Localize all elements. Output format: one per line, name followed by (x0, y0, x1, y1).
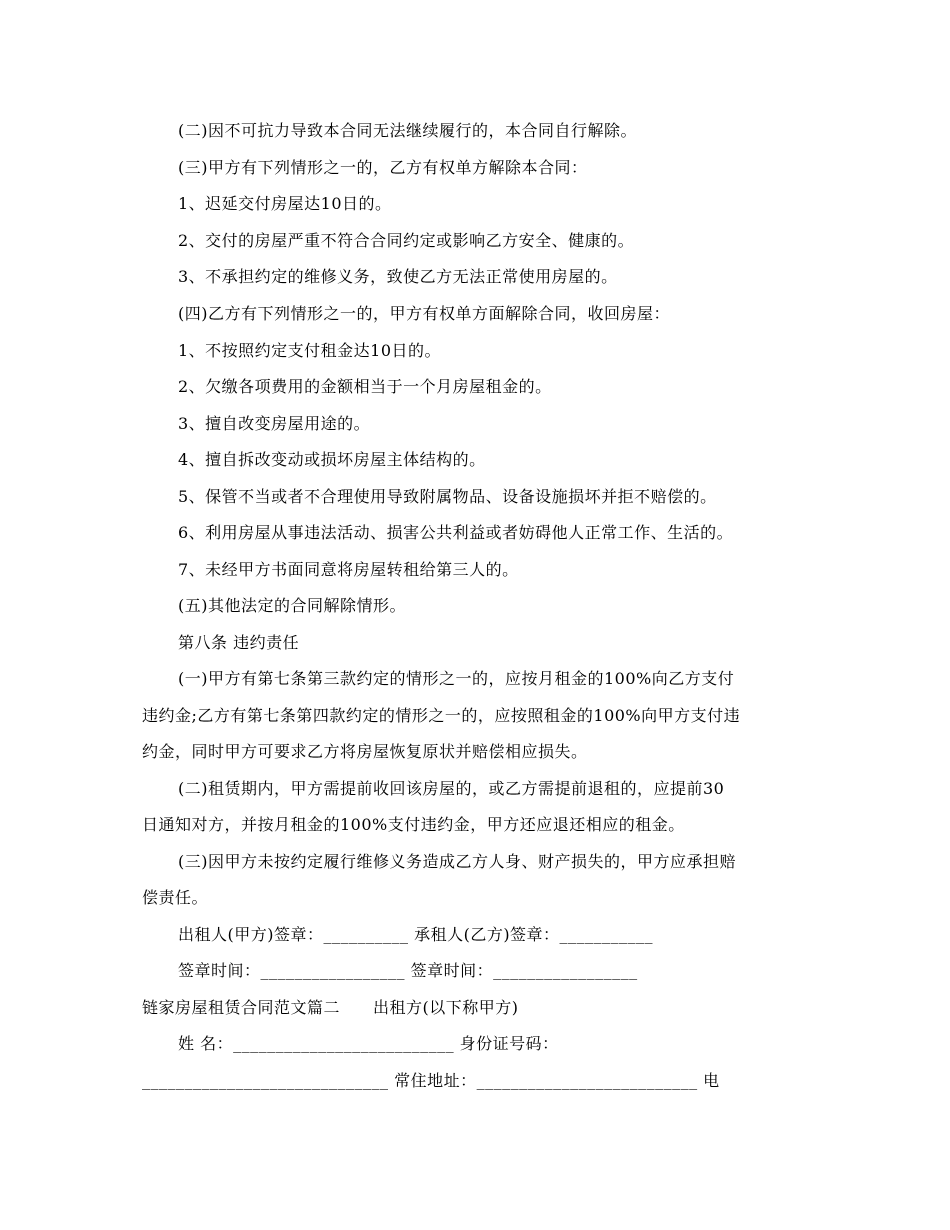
clause-7-4-item-1: 1、不按照约定支付租金达10日的。 (178, 341, 442, 360)
clause-7-3-item-2: 2、交付的房屋严重不符合合同约定或影响乙方安全、健康的。 (178, 231, 635, 250)
clause-8-3-line-2: 偿责任。 (142, 888, 209, 907)
section-title: 链家房屋租赁合同范文篇二 出租方(以下称甲方) (142, 998, 519, 1017)
lessor-address-line: _____________________________ 常住地址：__________________________ 电 (142, 1071, 720, 1090)
signature-line: 出租人(甲方)签章：__________ 承租人(乙方)签章：___________ (178, 925, 654, 944)
clause-7-4-item-6: 6、利用房屋从事违法活动、损害公共利益或者妨碍他人正常工作、生活的。 (178, 523, 734, 542)
clause-7-4-item-5: 5、保管不当或者不合理使用导致附属物品、设备设施损坏并拒不赔偿的。 (178, 487, 717, 506)
clause-8-3-line-1: (三)因甲方未按约定履行维修义务造成乙方人身、财产损失的，甲方应承担赔 (178, 852, 736, 871)
clause-7-4-item-7: 7、未经甲方书面同意将房屋转租给第三人的。 (178, 560, 519, 579)
clause-7-3-heading: (三)甲方有下列情形之一的，乙方有权单方解除本合同： (178, 158, 588, 177)
clause-7-5: (五)其他法定的合同解除情形。 (178, 596, 406, 615)
signature-date-line: 签章时间：_________________ 签章时间：_________________ (178, 961, 638, 980)
clause-8-1-line-3: 约金，同时甲方可要求乙方将房屋恢复原状并赔偿相应损失。 (142, 742, 588, 761)
clause-7-4-item-4: 4、擅自拆改变动或损坏房屋主体结构的。 (178, 450, 486, 469)
clause-8-2-line-2: 日通知对方，并按月租金的100%支付违约金，甲方还应退还相应的租金。 (142, 815, 685, 834)
clause-7-2: (二)因不可抗力导致本合同无法继续履行的，本合同自行解除。 (178, 121, 637, 140)
clause-7-4-item-2: 2、欠缴各项费用的金额相当于一个月房屋租金的。 (178, 377, 552, 396)
clause-8-1-line-1: (一)甲方有第七条第三款约定的情形之一的，应按月租金的100%向乙方支付 (178, 669, 735, 688)
clause-7-3-item-1: 1、迟延交付房屋达10日的。 (178, 194, 392, 213)
clause-7-3-item-3: 3、不承担约定的维修义务，致使乙方无法正常使用房屋的。 (178, 267, 618, 286)
clause-8-2-line-1: (二)租赁期内，甲方需提前收回该房屋的，或乙方需提前退租的，应提前30 (178, 779, 725, 798)
lessor-name-line: 姓 名：__________________________ 身份证号码： (178, 1034, 559, 1053)
clause-7-4-item-3: 3、擅自改变房屋用途的。 (178, 414, 371, 433)
clause-8-1-line-2: 违约金;乙方有第七条第四款约定的情形之一的，应按照租金的100%向甲方支付违 (142, 706, 741, 725)
article-8-heading: 第八条 违约责任 (178, 633, 300, 652)
clause-7-4-heading: (四)乙方有下列情形之一的，甲方有权单方面解除合同，收回房屋： (178, 304, 670, 323)
